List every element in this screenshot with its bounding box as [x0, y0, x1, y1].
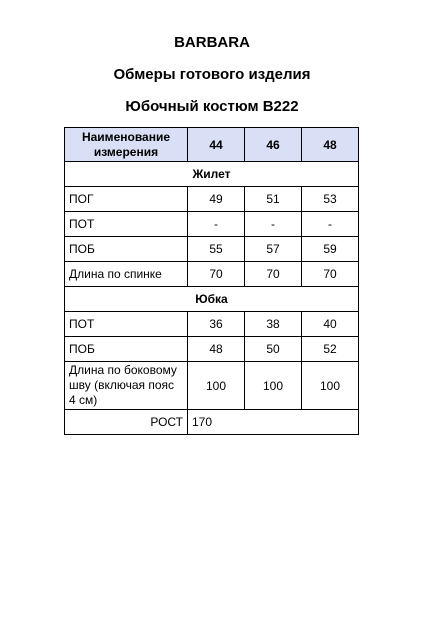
value-cell: 55 — [188, 237, 245, 262]
table-row — [65, 237, 359, 262]
value-cell: 48 — [188, 337, 245, 362]
product-subtitle: Юбочный костюм В222 — [125, 98, 299, 115]
brand-title: BARBARA — [174, 34, 250, 51]
table-row — [65, 312, 359, 337]
table-row — [65, 212, 359, 237]
value-cell: 59 — [302, 237, 359, 262]
value-cell: 49 — [188, 187, 245, 212]
value-cell: 57 — [245, 237, 302, 262]
header-size-44: 44 — [188, 128, 245, 162]
table-row — [65, 262, 359, 287]
height-row — [65, 410, 359, 435]
value-cell: 53 — [302, 187, 359, 212]
section-row — [65, 162, 359, 187]
header-size-48: 48 — [302, 128, 359, 162]
value-cell: - — [188, 212, 245, 237]
row-label: Длина по спинке — [65, 262, 188, 287]
section-title-skirt: Юбка — [65, 287, 359, 312]
value-cell: 100 — [188, 362, 245, 410]
value-cell: 36 — [188, 312, 245, 337]
table-header-row — [65, 128, 359, 162]
value-cell: 52 — [302, 337, 359, 362]
table-row — [65, 187, 359, 212]
height-value: 170 — [188, 410, 359, 435]
table-row — [65, 362, 359, 410]
section-row — [65, 287, 359, 312]
measurements-table — [64, 127, 359, 435]
value-cell: 70 — [188, 262, 245, 287]
value-cell: 38 — [245, 312, 302, 337]
row-label: ПОГ — [65, 187, 188, 212]
header-name-cell: Наименование измерения — [65, 128, 188, 162]
value-cell: - — [245, 212, 302, 237]
section-title-vest: Жилет — [65, 162, 359, 187]
value-cell: 51 — [245, 187, 302, 212]
row-label: ПОТ — [65, 212, 188, 237]
value-cell: 50 — [245, 337, 302, 362]
value-cell: 40 — [302, 312, 359, 337]
value-cell: 100 — [245, 362, 302, 410]
value-cell: 70 — [245, 262, 302, 287]
value-cell: - — [302, 212, 359, 237]
table-row — [65, 337, 359, 362]
row-label: Длина по боковому шву (включая пояс 4 см) — [65, 362, 188, 410]
row-label: ПОТ — [65, 312, 188, 337]
header-size-46: 46 — [245, 128, 302, 162]
page-title: Обмеры готового изделия — [113, 66, 311, 83]
row-label: ПОБ — [65, 237, 188, 262]
height-label: РОСТ — [65, 410, 188, 435]
row-label: ПОБ — [65, 337, 188, 362]
value-cell: 100 — [302, 362, 359, 410]
value-cell: 70 — [302, 262, 359, 287]
